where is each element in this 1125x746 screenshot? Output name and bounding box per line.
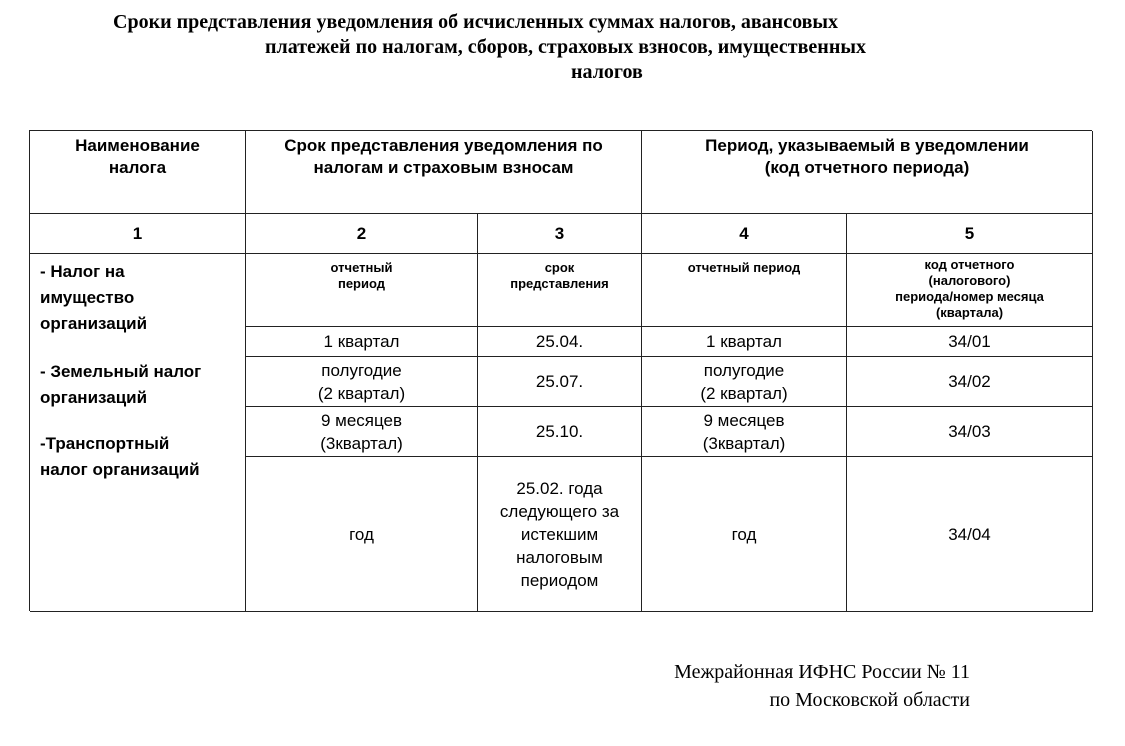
tax-names-cell	[30, 254, 246, 612]
tax-name-line: организаций	[40, 388, 148, 407]
subheader-line: (налогового)	[928, 273, 1011, 288]
column-number: 2	[246, 214, 478, 254]
cell-line: 34/04	[948, 524, 991, 544]
cell-line: (2 квартал)	[700, 383, 788, 403]
header-line: (код отчетного периода)	[764, 158, 970, 177]
column-number: 5	[847, 214, 1093, 254]
title-line-2: платежей по налогам, сборов, страховых взносов, имущественных	[265, 36, 866, 58]
subheader-line: (квартала)	[935, 305, 1004, 320]
title-line-3: налогов	[571, 61, 643, 83]
cell-line: год	[731, 524, 757, 544]
cell-line: следующего за	[499, 501, 620, 521]
subheader-reporting-period	[246, 254, 478, 327]
cell-line: истекшим	[520, 524, 599, 544]
table-cell-deadline	[478, 407, 642, 457]
cell-line: 9 месяцев	[703, 410, 785, 430]
table-cell-report	[642, 407, 847, 457]
tax-name-line: организаций	[40, 314, 148, 333]
cell-line: 25.04.	[535, 332, 584, 351]
tax-name-line: -Транспортный	[40, 434, 170, 453]
table-cell-code	[847, 457, 1093, 612]
issuer-line-1: Межрайонная ИФНС России № 11	[674, 661, 970, 683]
table-cell-report	[642, 457, 847, 612]
column-number: 4	[642, 214, 847, 254]
cell-line: 25.07.	[535, 372, 584, 391]
cell-line: 34/03	[948, 422, 991, 441]
table-cell-period	[246, 327, 478, 357]
table-cell-period	[246, 457, 478, 612]
tax-name-line: имущество	[40, 288, 135, 307]
cell-line: 34/02	[948, 372, 991, 391]
issuer-line-2: по Московской области	[769, 689, 970, 711]
header-line: Наименование	[75, 136, 200, 155]
cell-line: 34/01	[948, 332, 991, 351]
subheader-line: отчетный период	[687, 260, 801, 275]
document-title	[110, 10, 960, 85]
subheader-period-code	[847, 254, 1093, 327]
cell-line: 1 квартал	[706, 332, 782, 351]
header-line: Период, указываемый в уведомлении	[705, 136, 1029, 155]
subheader-line: отчетный	[330, 260, 393, 275]
cell-line: 9 месяцев	[320, 410, 403, 430]
table-cell-report	[642, 327, 847, 357]
column-number: 1	[30, 214, 246, 254]
header-deadline	[246, 131, 642, 214]
tax-name-line: - Налог на	[40, 262, 125, 281]
cell-line: налоговым	[516, 547, 603, 567]
header-line: налогам и страховым взносам	[313, 158, 574, 177]
cell-line: (3квартал)	[320, 433, 403, 453]
table-cell-period	[246, 357, 478, 407]
deadlines-table	[29, 130, 1092, 611]
column-number: 3	[478, 214, 642, 254]
cell-line: (2 квартал)	[317, 383, 406, 403]
subheader-submission-deadline	[478, 254, 642, 327]
title-line-1: Сроки представления уведомления об исчисленных суммах налогов, авансовых	[113, 11, 838, 33]
cell-line: периодом	[520, 570, 599, 590]
header-line: Срок представления уведомления по	[284, 136, 603, 155]
cell-line: 25.10.	[535, 422, 584, 441]
tax-name-line: налог организаций	[40, 460, 200, 479]
subheader-line: срок	[544, 260, 575, 275]
cell-line: (3квартал)	[702, 433, 786, 453]
table-cell-code	[847, 357, 1093, 407]
subheader-line: код отчетного	[924, 257, 1015, 272]
subheader-line: период	[337, 276, 386, 291]
table-cell-deadline	[478, 457, 642, 612]
header-tax-name	[30, 131, 246, 214]
tax-name-line: - Земельный налог	[40, 362, 202, 381]
cell-line: полугодие	[321, 360, 402, 380]
subheader-line: периода/номер месяца	[895, 289, 1044, 304]
subheader-report-period	[642, 254, 847, 327]
table-cell-deadline	[478, 357, 642, 407]
issuer-signature	[630, 658, 970, 714]
subheader-line: представления	[510, 276, 609, 291]
table-cell-code	[847, 327, 1093, 357]
table-cell-period	[246, 407, 478, 457]
cell-line: 1 квартал	[323, 332, 400, 351]
cell-line: год	[349, 524, 374, 544]
table-cell-report	[642, 357, 847, 407]
cell-line: 25.02. года	[516, 478, 603, 498]
table-cell-code	[847, 407, 1093, 457]
table-cell-deadline	[478, 327, 642, 357]
cell-line: полугодие	[703, 360, 785, 380]
header-period	[642, 131, 1093, 214]
header-line: налога	[108, 158, 167, 177]
